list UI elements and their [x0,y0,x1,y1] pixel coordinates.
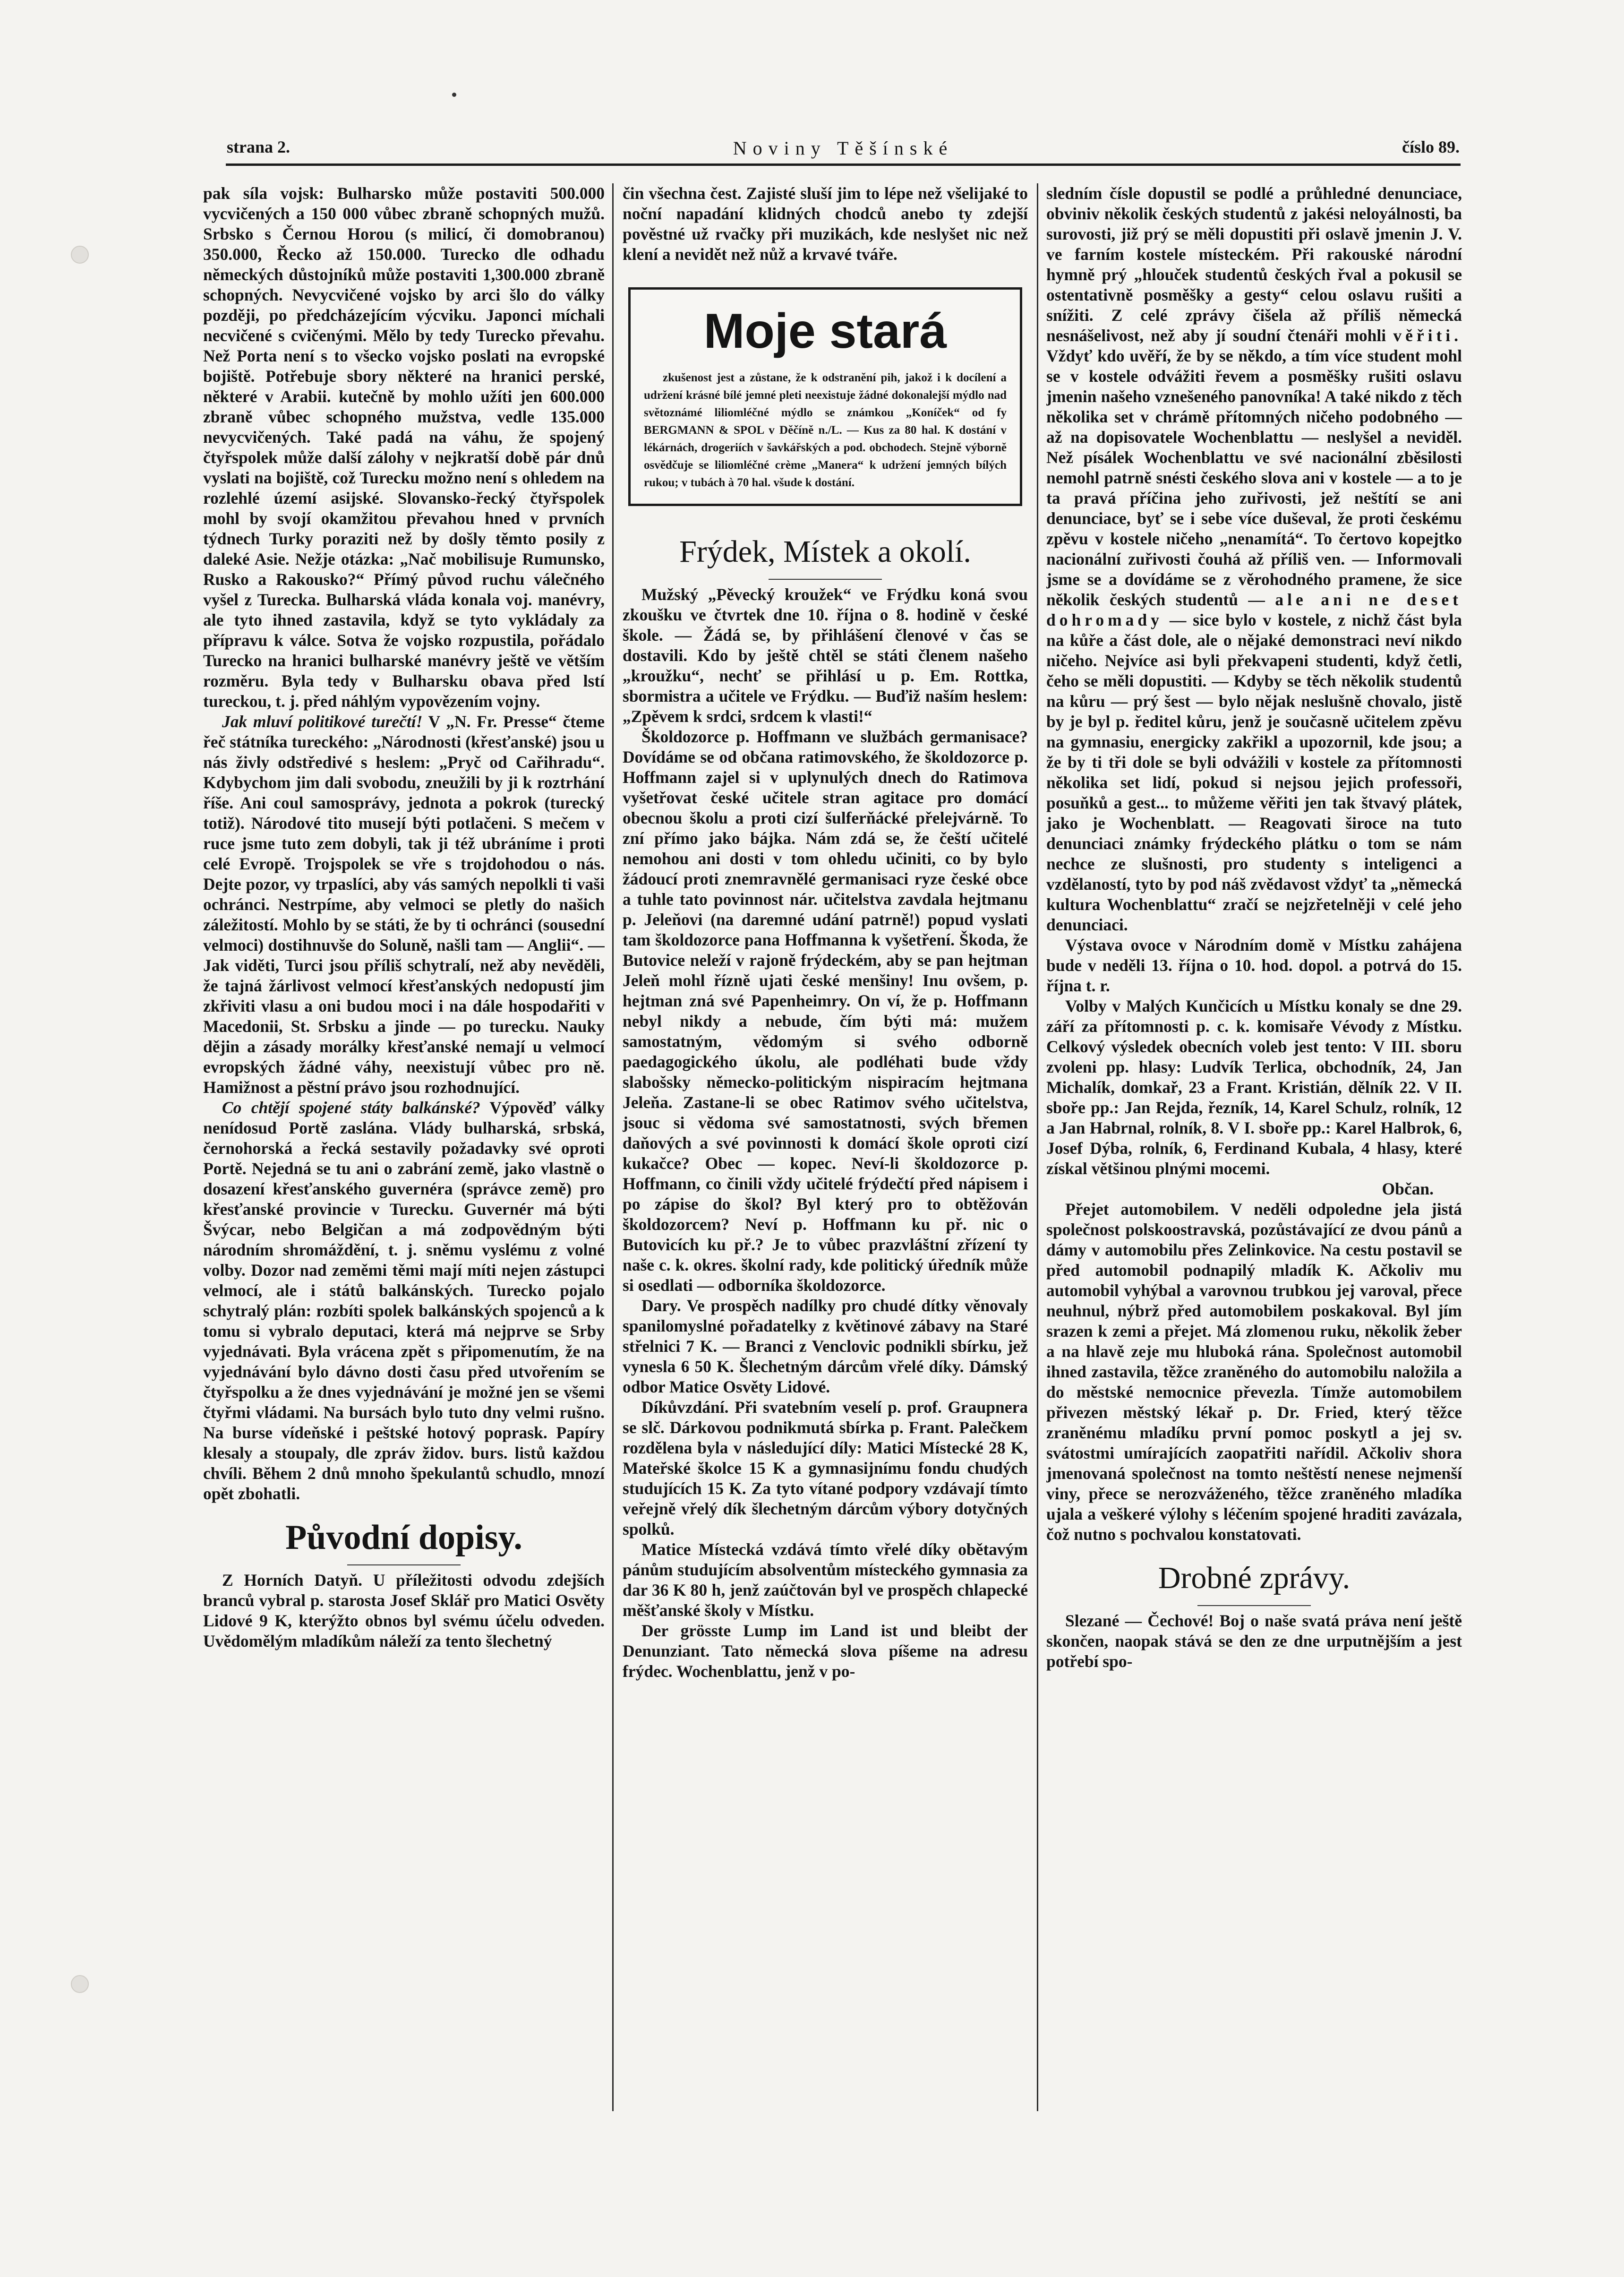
section-heading: Frýdek, Místek a okolí. [679,534,971,569]
paragraph-text: konaly se dne 29. září za přítomnosti p. c. k. komisaře Vévody z Místku. Celkový výsledek obecních voleb jest tento: V III. sboru zvoleni pp. hlasy: Ludvík Terlica, obchodník, 24, Jan Michalík, domkař, 23 a Frant. Kristián, dělník 22. V II. sboře pp.: Jan Rejda, řezník, 14, Karel Schulz, rolník, 12 a Jan Habrnal, rolník, 8. V I. sboře pp.: Karel Halbrok, 6, Josef Dýba, rolník, 6, Ferdinand Kubala, 4 hlasy, které získal většinou plnými mocemi. [1046,997,1462,1178]
article-paragraph [203,712,605,1098]
article-paragraph [623,584,1028,727]
article-paragraph [1046,1199,1462,1545]
print-speck [452,93,456,97]
paragraph-text: V „N. Fr. Presse“ čteme řeč státníka tureckého: „Národnosti (křesťanské) jsou u nás živly odstředivé s heslem: „Pryč od Cařihradu“. Kdybychom jim dali svobodu, zneužili by ji k roztrhání říše. Ani coul samosprávy, jednota a pokrok (turecký totiž). Národové tito musejí býti potlačeni. S mečem v ruce jsme tuto zem dobyli, tak ji též ubráníme i proti celé Evropě. Trojspolek se vře s trojdohodou o nás. Dejte pozor, vy trpaslíci, aby vás samých nepolkli ti vaši ochránci. Nestrpíme, aby velmoci se pletly do našich záležitostí. Mohlo by se státi, že by ti ochránci (sousední velmoci) dostihnuvše do Soluně, našli tam — Anglii“. — Jak viděti, Turci jsou příliš schytralí, než aby nevěděli, že tajná žárlivost velmocí křesťanských nedopustí jim zkřiviti vlasu a oni budou moci i na dále hospodařiti v Macedonii, St. Srbsku a jinde — po turecku. Nauky dějin a zásady morálky křesťanské nemají u velmocí evropských žádné váhy, neexistují vůbec pro ně. Hamižnost a pěstní právo jsou rozhodnující. [203,712,605,1097]
article-paragraph [623,727,1028,1296]
paragraph-lead: Výstava ovoce [1065,936,1171,954]
section-rule [769,579,882,580]
paragraph-lead: Slezané — Čechové! [1065,1611,1214,1630]
article-paragraph [623,1397,1028,1539]
paragraph-text: Boj o naše svatá práva není ještě skončen, naopak stává se den ze dne urputnějším a jest potřebí spo- [1046,1611,1462,1671]
paragraph-lead: Díkůvzdání. [641,1398,729,1417]
article-paragraph [623,1539,1028,1621]
ad-body: zkušenost jest a zůstane, že k odstranění pih, jakož i k docílení a udržení krásné bílé jemné pleti neexistuje žádné dokonalejší mýdlo nad světoznámé liliomléčné mýdlo se známkou „Koníček“ od fy BERGMANN & SPOL v Děčíně n./L. — Kus za 80 hal. K dostání v lékárnách, drogeriích v šavkářských a pod. obchodech. Stejně výborně osvědčuje se liliomléčné crème „Manera“ k udržení jemných bílých rukou; v tubách à 70 hal. všude k dostání. [644,371,1007,489]
paragraph-lead: Přejet automobilem. [1065,1200,1219,1219]
column-3 [1046,183,1462,2111]
article-paragraph: čin všechna čest. Zajisté sluší jim to lépe než všelijaké to noční napadání klidných chodců anebo ty zdejší pověstné už rvačky při muzikách, kde neslyšet nic než klení a nevidět než nůž a krvavé tváře. [623,184,1028,264]
column-rule [1037,183,1038,2111]
paragraph-text: koná svou zkoušku ve čtvrtek dne 10. října o 8. hodině v české škole. — Žádá se, by přihlášení členové v čas se dostavili. Kdo by ještě chtěl se státi členem našeho „kroužku“, nechť se přihlásí u p. Em. Rottka, sbormistra a učitele ve Frýdku. — Buďiž naším heslem: „Zpěvem k srdci, srdcem k vlasti!“ [623,585,1028,726]
paragraph-text: v Národním domě v Místku zahájena bude v neděli 13. října o 10. hod. dopol. a potrvá do 15. října t. r. [1046,936,1462,995]
paragraph-text: vzdává tímto vřelé díky obětavým pánům studujícím absolventům místeckého gymnasia za dar 36 K 80 h, jenž zaúčtován byl ve prospěch chlapecké měšťanské školy v Místku. [623,1540,1028,1620]
column-1 [203,183,605,2111]
newspaper-title: Noviny Těšínské [733,137,954,159]
article-paragraph [1046,183,1462,935]
section-heading: Drobné zprávy. [1158,1561,1350,1595]
header-rule [226,163,1461,166]
paragraph-text: Výpověď války nenídosud Portě zaslána. Vlády bulharská, srbská, černohorská a řecká sestavily požadavky své oproti Portě. Nejedná se tu ani o zabrání země, jako vlastně o dosazení křesťanského guvernéra (správce země) pro křesťanské provincie v Turecku. Guvernér má býti Švýcar, nebo Belgičan a má zodpovědným býti národním shromáždění, t. j. sněmu vyslému z volné volby. Dozor nad zeměmi těmi mají míti nejen zástupci velmocí, ale i států balkánských. Turecko pojalo schytralý plán: rozbíti spolek balkánských spojenců a k tomu si vybralo deputaci, která má nejprve se Srby vyjednávati. Byla vrácena zpět s připomenutím, že na vyjednávání bylo dávno dosti času před utvořením se čtyřspolku a že dnes vyjednávání je možné jen se všemi čtyřmi vládami. Na bursách bylo tuto dny velmi rušno. Na burse vídeňské i peštské hotový poprask. Papíry klesaly a stoupaly, dle zpráv židov. burs. listů každou chvíli. Během 2 dnů mnoho špekulantů schudlo, mnozí opět zbohatli. [203,1098,605,1503]
paragraph-text: Vždyť kdo uvěří, že by se někdo, a tím více student mohl se v kostele odvážiti řevem a posměšky rušiti oslavu jmenin našeho vznešeného panovníka! A také nikdo z těch několika set v chrámě přítomných ničeho podobného — až na dopisovatele Wochenblattu — neslyšel a neviděl. Než písálek Wochenblattu ve své nacionální zběsilosti nemohl patrně snésti českého slova ani v kostele — a to je ta pravá příčina jeho zuřivosti, jež neštítí se ani denunciace, byť se i sebe více duševal, že proti českému zpěvu v kostele ničeho „nenamítá“. To čertovo kopejtko nacionální zuřivosti čouhá až příliš ven. — Informovali jsme se a dovídáme se z věrohodného pramene, že sice několik českých studentů — [1046,346,1462,609]
author-signature: Občan. [1382,1179,1434,1198]
paragraph-text: sledním čísle dopustil se podlé a průhledné denunciace, obviniv několik českých studentů z jakési neloyálnosti, ba surovosti, již prý se měli dopustiti při oslavě jmenin J. V. ve farním kostele místeckém. Při rakouské národní hymně prý „hlouček studentů českých řval a pokusil se ostentativně posměšky a gesty“ celou oslavu rušiti a snížiti. Z celé zprávy čišela až příliš německá nesnášelivost, než aby jí soudní čtenáři mohli [1046,184,1462,345]
issue-number: číslo 89. [1402,137,1460,156]
paragraph-text: V neděli odpoledne jela jistá společnost polskoostravská, pozůstávající ze dvou pánů a dámy v automobilu přes Zelinkovice. Na cestu postavil se před automobil podnapilý mladík K. Ačkoliv mu automobil vyhýbal a varovnou trubkou jej varoval, přece neuhnul, nýbrž před automobilem poskakoval. Byl jím srazen k zemi a přejet. Má zlomenou ruku, několik žeber a na hlavě zeje mu hluboká rána. Společnost automobil ihned zastavila, těžce zraněného do automobilu naložila a do městské nemocnice převezla. Tímže automobilem přivezen městský lékař p. Dr. Fried, který těžce zraněnému mladíku první pomoc poskytl a jej sv. svátostmi umírajících zaopatřiti nařídil. Ačkoliv shora jmenovaná společnost na tomto neštěstí nenese nejmenší viny, přece se nerozváženého, těžce zraněného mladíka ujala a veškeré výlohy s léčením spojené hraditi zavázala, čož nutno s pochvalou konstatovati. [1046,1200,1462,1544]
article-paragraph [623,1621,1028,1682]
article-paragraph [1046,935,1462,996]
soap-advertisement [628,287,1022,506]
paragraph-text: Dovídáme se od občana ratimovského, že školdozorce p. Hoffmann zajel si v uplynulých dnech do Ratimova vyšetřovat české učitele stran agitace pro domácí obecnou školu a proti cizí šulferňácké přelejvárně. To zní přímo jako bájka. Nám zdá se, že čeští učitelé nemohou ani dosti v tom ohledu učiniti, co by bylo žádoucí proti znemravnělé germanisaci ryze české obce a tuhle tato povinnost nár. učitelstva zavdala hejtmanu p. Jeleňovi (na daremné udání patrně!) popud vyslati tam školdozorce pana Hoffmanna k vyšetření. Škoda, že Butovice neleží v rajoně frýdeckém, aby se pan hejtman Jeleň mohl řízně ujati české menšiny! Inu ovšem, p. hejtman zná své Papenheimry. On ví, že p. Hoffmann nebyl nikdy a nebude, čím býti má: mužem samostatným, vědomým si svého odborně paedagogického úkolu, ale podléhati bude vždy slabošsky německo-politickým nispiracím hejtmana Jeleňa. Zastane-li se obec Ratimov svého učitelstva, jsouc si vědoma své samostatnosti, svých břemen daňových a své povinnosti k domácí škole oproti cizí kukačce? Obec — kopec. Neví-li školdozorce p. Hoffmann, co činili vždy učitelé frýdečtí před nápisem i po zápise do škol? Byl který pro to obtěžován školdozorcem? Neví p. Hoffmann ku př. nic o Butovicích ku př.? Je to vůbec prazvláštní zřízení ty naše c. k. okres. školní rady, kde politický úředník může si osedlati — odborníka školdozorce. [623,748,1028,1295]
article-paragraph [1046,996,1462,1179]
section-rule [347,1564,461,1565]
article-paragraph [623,1296,1028,1397]
paragraph-lead: Co chtějí spojené státy balkánské? [222,1098,480,1117]
paragraph-text: Ve prospěch nadílky pro chudé dítky věnovaly spanilomyslné pořadatelky z květinové zábavy na Staré střelnici 7 K. — Branci z Venclovic podnikli sbírku, jež vynesla 6 50 K. Šlechetným dárcům vřelé díky. Dámský odbor Matice Osvěty Lidové. [623,1296,1028,1396]
section-heading: Původní dopisy. [285,1518,522,1557]
spaced-emphasis: věřiti. [1393,326,1462,345]
page-header [227,137,1460,165]
paragraph-lead: Volby v Malých Kunčicích u Místku [1065,997,1330,1015]
paragraph-lead: Der grösste Lump im Land ist und bleibt der Denunziant. [623,1621,1028,1660]
page-number: strana 2. [227,137,290,156]
column-rule [612,183,614,2111]
paragraph-text: — sice bylo v kostele, z nichž část byla na kůře a část dole, ale o nějaké demonstraci neví nikdo ničeho. Nejvíce asi byli překvapeni studenti, když četli, čeho se měli dopustiti. — Kdyby se těch několik studentů na kůru — prý šest — bylo nějak neslušně chovalo, jistě by je byl p. ředitel kůru, jenž je současně učitelem zpěvu na gymnasiu, energicky zakřikl a upozornil, kde jsou; a že by ti tři dole se byli odvážili v kostele za přítomnosti několika set lidí, pokud si nejsou jejich professoři, posuňků a gest... to můžeme věřiti jen tak štvavý plátek, jako je Wochenblatt. — Reagovati široce na tuto denunciaci známky frýdeckého plátku o tom se nám nechce ze slušnosti, pro studenty s inteligenci a vzdělaností, tyto by pod náš zvědavost vždyť ta „německá kultura Wochenblattu“ zračí se nejzřetelněji v celé jeho denunciaci. [1046,610,1462,934]
article-paragraph [1046,1611,1462,1672]
article-paragraph [203,1098,605,1504]
binding-hole [71,1975,89,1993]
paragraph-lead: Školdozorce p. Hoffmann ve službách germanisace? [641,727,1028,746]
paragraph-text: U příležitosti odvodu zdejších branců vybral p. starosta Josef Sklář pro Matici Osvěty Lidové 9 K, kterýžto obnos byl svému účelu odveden. Uvědomělým mladíkům náleží za tento šlechetný [203,1571,605,1650]
paragraph-lead: Z Horních Datyň. [222,1571,362,1590]
article-paragraph: pak síla vojsk: Bulharsko může postaviti 500.000 vycvičených a 150 000 vůbec zbraně schopných mužů. Srbsko s Černou Horou (s milicí, či domobranou) 350.000, Řecko až 150.000. Turecko dle odhadu německých důstojníků může postaviti 1,300.000 zbraně schopných. Nevycvičené vojsko by arci šlo do války později, po předcházejícím výcviku. Japonci míchali necvičené s cvičenými. Mělo by tedy Turecko převahu. Než Porta není s to všecko vojsko poslati na evropské bojiště. Potřebuje sbory některé na hranici perské, některé v Arabii. kutečně by mohlo užíti jen 600.000 zbraně vůbec schopného mužstva, vedle 135.000 nevycvičených. Také padá na váhu, že spojený čtyřspolek může další zálohy v nejkratší době pár dnů vyslati na bojiště, což Turecku možno není s ohledem na rozlehlé území asijské. Slovansko-řecký čtyřspolek mohl by svojí okamžitou převahou hned v prvních týdnech Turky poraziti než by došly těmto posily z daleké Asie. Nežje otázka: „Nač mobilisuje Rumunsko, Rusko a Rakousko?“ Přímý původ ruchu válečného vyšel z Turecka. Bulharská vláda konala voj. manévry, ale tyto ihned zastavila, když se tyto vykládaly za přípravu k válce. Sotva že vojsko rozpustila, pořádalo Turecko na hranici bulharské manévry ještě ve větším rozměru. Byla tedy v Bulharsku obava před lstí tureckou, t. j. před náhlým vypovězením vojny. [203,184,605,711]
paragraph-text: Při svatebním veselí p. prof. Graupnera se slč. Dárkovou podnikmutá sbírka p. Frant. Palečkem rozdělena byla v následující díly: Matici Místecké 28 K, Mateřské školce 15 K a gymnasijnímu fondu chudých studujících 15 K. Za tyto vítané podpory vzdávají tímto veřejně vřelý dík šlechetným dárcům výbory dotyčných spolků. [623,1398,1028,1538]
column-2 [623,183,1028,2111]
paragraph-text: Tato německá slova píšeme na adresu frýdec. Wochenblattu, jenž v po- [623,1641,1028,1681]
paragraph-lead: Mužský „Pěvecký kroužek“ ve Frýdku [641,585,941,604]
article-paragraph [203,1570,605,1651]
ad-title: Moje stará [703,304,947,359]
binding-hole [71,246,89,264]
paragraph-lead: Jak mluví politikové turečtí! [222,712,423,731]
paragraph-lead: Matice Místecká [641,1540,764,1559]
spaced-emphasis: ale ani ne deset dohromady [1046,590,1462,629]
paragraph-lead: Dary. [641,1296,681,1315]
section-rule [1197,1605,1311,1606]
